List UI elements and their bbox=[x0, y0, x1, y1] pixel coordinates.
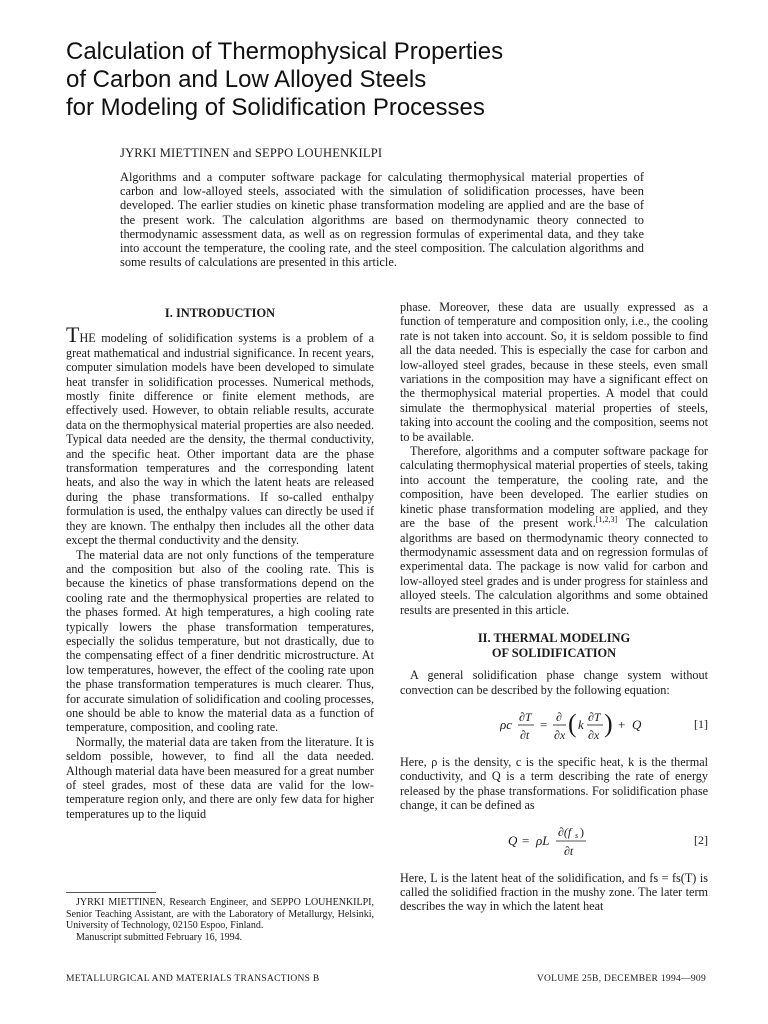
svg-text:∂T: ∂T bbox=[588, 709, 601, 724]
paper-title bbox=[66, 38, 706, 122]
left-column bbox=[66, 300, 374, 821]
volume-page: VOLUME 25B, DECEMBER 1994—909 bbox=[536, 974, 706, 984]
journal-name: METALLURGICAL AND MATERIALS TRANSACTIONS B bbox=[66, 974, 320, 984]
equation-1-formula bbox=[500, 703, 660, 747]
svg-text:∂T: ∂T bbox=[519, 709, 532, 724]
modeling-paragraph: A general solidification phase change system without convection can be described by the following equation: bbox=[400, 668, 708, 697]
equation-1 bbox=[400, 703, 708, 747]
equation-number: [2] bbox=[694, 832, 708, 847]
svg-text:∂t: ∂t bbox=[564, 843, 574, 858]
svg-text:): ) bbox=[604, 708, 613, 738]
author-list: JYRKI MIETTINEN and SEPPO LOUHENKILPI bbox=[120, 146, 383, 160]
equation-number: [1] bbox=[694, 716, 708, 731]
footnote bbox=[66, 897, 374, 943]
abstract: Algorithms and a computer software package for calculating thermophysical material properties of carbon and low-alloyed steels, associated with the simulation of solidification processes, have been developed. The earlier studies on kinetic phase transformation modeling are applied and are the base of the present work. The calculation algorithms are based on thermodynamic theory connected to thermodynamic assessment data, as well as on regression formulas of experimental data, and they take into account the temperature, the cooling rate, and the steel composition. The calculation algorithms and some results of calculations are presented in this article. bbox=[120, 170, 644, 270]
section-heading-line: II. THERMAL MODELING bbox=[477, 630, 631, 645]
title-line: Calculation of Thermophysical Properties bbox=[66, 38, 504, 65]
modeling-paragraph: Here, ρ is the density, c is the specific heat, k is the thermal conductivity, and Q is a term describing the rate of energy released by the phase transformations. For solidification phase change, it can be defined as bbox=[400, 754, 708, 813]
svg-text:(: ( bbox=[568, 708, 577, 738]
intro-paragraph-text: Therefore, algorithms and a computer software package for calculating thermophysical material properties of steels, taking into account the temperature, the cooling rate, and the composition, have been developed. The earlier studies on kinetic phase transformation modeling are applied, and they are the base of the present work. bbox=[400, 444, 708, 531]
intro-paragraph bbox=[66, 322, 374, 548]
intro-paragraph-text: HE modeling of solidification systems is a problem of a great mathematical and industrial significance. In recent years, computer simulation models have been developed to simulate heat transfer in solidification processes. Numerical methods, mostly finite difference or finite element methods, are effectively used. However, to obtain reliable results, accurate data on the thermophysical material properties are also needed. Typical data needed are the density, the thermal conductivity, and the specific heat. Other important data are the phase transformation temperatures and the corresponding latent heats, and also the way in which the latent heats are released during the phase transformations. If so-called enthalpy formulation is used, the enthalpy values can directly be used if they are known. The enthalpy then includes all the other data except the thermal conductivity and the density. bbox=[66, 331, 374, 548]
section-heading-introduction: I. INTRODUCTION bbox=[164, 306, 276, 320]
intro-paragraph bbox=[400, 444, 708, 617]
intro-paragraph-text: The calculation algorithms are based on thermodynamic theory connected to thermodynamic assessment data and on regression formulas of experimental data. The package is now valid for carbon and low-alloyed steel grades and is under progress for stainless and alloyed steels. The calculation algorithms and some obtained results are presented in this article. bbox=[400, 516, 708, 617]
equation-2 bbox=[400, 819, 708, 863]
section-heading-line: OF SOLIDIFICATION bbox=[491, 645, 617, 660]
intro-paragraph-continued: phase. Moreover, these data are usually expressed as a function of temperature and composition only, i.e., the cooling rate is not taken into account. So, it is seldom possible to find all the data needed. This is especially the case for carbon and low-alloyed steel grades, because in these steels, even small variations in the composition may have a significant effect on the thermophysical material properties. A model that could simulate the thermophysical material properties of steels, taking into account the cooling and the composition, seems not to be available. bbox=[400, 300, 708, 444]
svg-text:∂(f: ∂(f bbox=[558, 824, 572, 839]
section-heading-thermal-modeling bbox=[400, 631, 708, 660]
footnote-submitted: Manuscript submitted February 16, 1994. bbox=[76, 931, 243, 943]
footnote-divider bbox=[66, 892, 156, 893]
title-line: of Carbon and Low Alloyed Steels bbox=[66, 66, 427, 93]
modeling-paragraph: Here, L is the latent heat of the solidification, and fs = fs(T) is called the solidified fraction in the mushy zone. The later term describes the way in which the latent heat bbox=[400, 870, 708, 914]
svg-text:∂x: ∂x bbox=[554, 727, 566, 742]
footnote-affiliation: JYRKI MIETTINEN, Research Engineer, and SEPPO LOUHENKILPI, Senior Teaching Assistant, are with the Laboratory of Metallurgy, Helsinki, University of Technology, 02150 Espoo, Finland. bbox=[66, 897, 374, 932]
svg-text:Q: Q bbox=[632, 716, 642, 732]
intro-paragraph: The material data are not only functions of the temperature and the composition but also of the cooling rate. This is because the kinetics of phase transformations depend on the cooling rate and the thermophysical properties are related to the phases formed. At high temperatures, a high cooling rate typically lowers the phase transformation temperatures, especially the solidus temperature, but not drastically, due to the compensating effect of a finer dendritic microstructure. At low temperatures, however, the effect of the cooling rate upon the phase transformation temperatures is much clearer. Thus, for accurate simulation of solidification and cooling processes, one should be able to know the material data as a function of temperature, composition, and cooling rate. bbox=[66, 547, 374, 735]
citation-reference: [1,2,3] bbox=[595, 515, 618, 525]
svg-text:+: + bbox=[618, 716, 626, 732]
svg-text:∂: ∂ bbox=[556, 709, 562, 724]
svg-text:∂t: ∂t bbox=[520, 727, 530, 742]
svg-text:ρc: ρc bbox=[500, 716, 513, 732]
svg-text:=: = bbox=[540, 716, 548, 732]
drop-cap: T bbox=[66, 322, 80, 348]
equation-2-formula bbox=[508, 819, 668, 863]
svg-text:Q: Q bbox=[508, 832, 518, 848]
svg-text:ρL: ρL bbox=[536, 832, 550, 848]
intro-paragraph: Normally, the material data are taken from the literature. It is seldom possible, however, to find all the data needed. Although material data have been measured for a great number of steel grades, most of these data are valid for the low-temperature region only, and there are only few data for higher temperatures up to the liquid bbox=[66, 734, 374, 821]
right-column bbox=[400, 300, 708, 914]
svg-text:s: s bbox=[575, 830, 579, 840]
svg-text:k: k bbox=[578, 716, 584, 732]
svg-text:=: = bbox=[522, 832, 530, 848]
title-line: for Modeling of Solidification Processes bbox=[66, 94, 485, 121]
svg-text:∂x: ∂x bbox=[588, 727, 600, 742]
svg-text:): ) bbox=[580, 824, 584, 839]
